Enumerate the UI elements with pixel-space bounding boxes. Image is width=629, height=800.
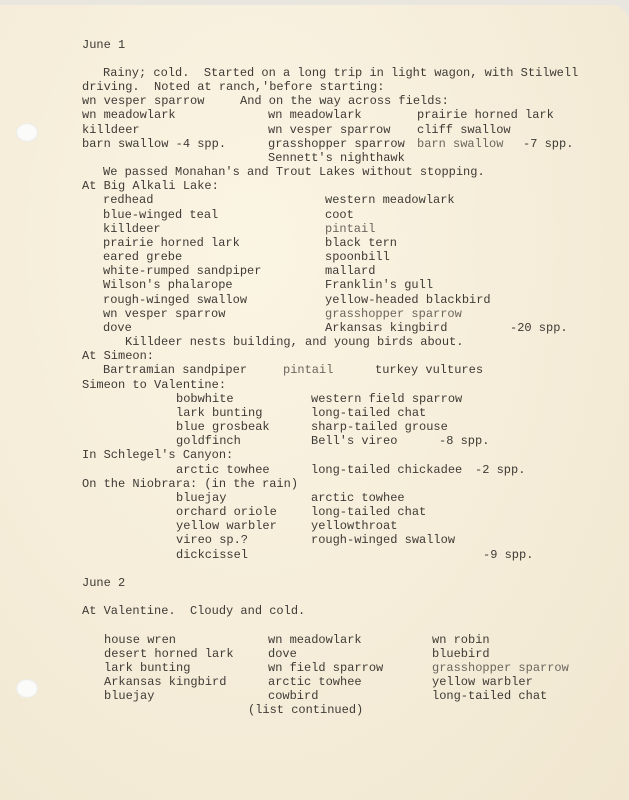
- bird: arctic towhee: [176, 462, 270, 477]
- bird: long-tailed chat: [311, 405, 427, 420]
- bird: redhead: [103, 193, 154, 208]
- bird: bluebird: [432, 646, 490, 661]
- bird: white-rumped sandpiper: [103, 264, 262, 279]
- bird: coot: [325, 207, 354, 222]
- bird: grasshopper sparrow: [432, 660, 569, 675]
- bird: orchard oriole: [176, 505, 277, 520]
- bird: Wilson's phalarope: [103, 278, 233, 293]
- species-count: -20 spp.: [510, 320, 568, 335]
- fields-bird: wn meadowlark: [268, 108, 362, 123]
- bird: sharp-tailed grouse: [311, 420, 448, 435]
- bird: wn robin: [432, 632, 490, 647]
- bird: blue-winged teal: [103, 207, 219, 222]
- fields-bird: wn vesper sparrow: [268, 122, 391, 137]
- bird: dove: [268, 646, 297, 661]
- bird: bobwhite: [176, 391, 234, 406]
- species-count: -9 spp.: [483, 547, 534, 562]
- fields-bird: prairie horned lark: [417, 108, 554, 123]
- bird: bluejay: [176, 490, 227, 505]
- bird: desert horned lark: [104, 646, 234, 661]
- passed-note: We passed Monahan's and Trout Lakes without stopping.: [103, 165, 485, 180]
- bird: goldfinch: [176, 434, 241, 449]
- bird: western field sparrow: [311, 391, 463, 406]
- bird: wn vesper sparrow: [103, 306, 226, 321]
- bird: Arkansas kingbird: [104, 675, 227, 690]
- bird: blue grosbeak: [176, 420, 270, 435]
- bird: yellow-headed blackbird: [325, 292, 491, 307]
- bird: long-tailed chat: [311, 505, 427, 520]
- intro-line: At Valentine. Cloudy and cold.: [82, 604, 306, 619]
- date-heading: June 2: [82, 575, 126, 590]
- bird: bluejay: [104, 689, 155, 704]
- fields-bird: Sennett's nighthawk: [268, 150, 405, 165]
- punch-hole-bottom: [16, 679, 38, 698]
- fields-heading: And on the way across fields:: [240, 94, 449, 109]
- bird: dove: [103, 320, 132, 335]
- bird: black tern: [325, 235, 398, 250]
- bird: grasshopper sparrow: [325, 306, 462, 321]
- species-count: -8 spp.: [439, 434, 490, 449]
- fields-bird: cliff swallow: [417, 122, 511, 137]
- ranch-bird: barn swallow -4 spp.: [82, 136, 227, 151]
- bird: rough-winged swallow: [103, 292, 248, 307]
- bird: lark bunting: [104, 660, 191, 675]
- ranch-bird: killdeer: [82, 122, 140, 137]
- punch-hole-top: [16, 123, 38, 142]
- bird: yellow warbler: [176, 519, 277, 534]
- bird: long-tailed chickadee: [311, 462, 463, 477]
- ranch-bird: wn vesper sparrow: [82, 94, 205, 109]
- bird: Bartramian sandpiper: [103, 363, 248, 378]
- fields-bird: grasshopper sparrow: [268, 136, 405, 151]
- bird: pintail: [283, 363, 334, 378]
- bird: yellow warbler: [432, 675, 533, 690]
- bird: Arkansas kingbird: [325, 320, 448, 335]
- location-heading: Simeon to Valentine:: [82, 377, 227, 392]
- species-count: -2 spp.: [475, 462, 526, 477]
- bird: cowbird: [268, 689, 319, 704]
- bird: Franklin's gull: [325, 278, 434, 293]
- bird: arctic towhee: [311, 490, 405, 505]
- location-heading: At Big Alkali Lake:: [82, 179, 219, 194]
- note: Killdeer nests building, and young birds about.: [125, 335, 464, 350]
- bird: mallard: [325, 264, 376, 279]
- intro-line: driving. Noted at ranch,'before starting:: [82, 80, 385, 94]
- fields-bird: barn swallow: [417, 136, 504, 151]
- bird: Bell's vireo: [311, 434, 398, 449]
- bird: vireo sp.?: [176, 533, 249, 548]
- bird: wn meadowlark: [268, 632, 362, 647]
- bird: eared grebe: [103, 250, 183, 265]
- list-continued-note: (list continued): [248, 703, 364, 718]
- species-count: -7 spp.: [523, 136, 574, 151]
- ranch-bird: wn meadowlark: [82, 108, 176, 123]
- location-heading: On the Niobrara: (in the rain): [82, 476, 299, 491]
- bird: western meadowlark: [325, 193, 455, 208]
- bird: rough-winged swallow: [311, 533, 456, 548]
- bird: wn field sparrow: [268, 660, 384, 675]
- bird: pintail: [325, 221, 376, 236]
- bird: killdeer: [103, 221, 161, 236]
- location-heading: At Simeon:: [82, 349, 155, 364]
- date-heading: June 1: [82, 37, 126, 52]
- bird: yellowthroat: [311, 519, 398, 534]
- bird: dickcissel: [176, 547, 249, 562]
- bird: turkey vultures: [375, 363, 484, 378]
- bird: lark bunting: [176, 405, 263, 420]
- location-heading: In Schlegel's Canyon:: [82, 448, 234, 463]
- bird: long-tailed chat: [432, 689, 548, 704]
- bird: arctic towhee: [268, 675, 362, 690]
- bird: prairie horned lark: [103, 235, 240, 250]
- bird: spoonbill: [325, 250, 390, 265]
- intro-line: Rainy; cold. Started on a long trip in light wagon, with Stilwell: [103, 65, 579, 80]
- bird: house wren: [104, 632, 177, 647]
